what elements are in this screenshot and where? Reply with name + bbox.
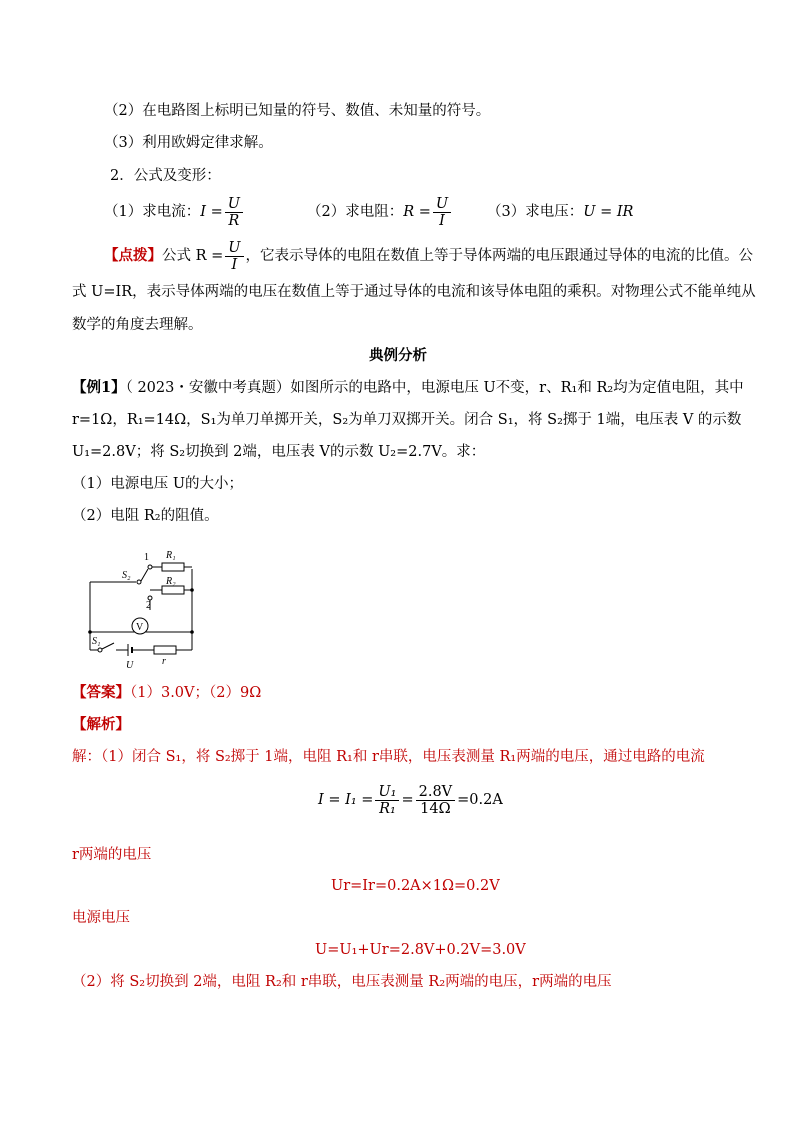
resistor-r2: [162, 586, 184, 594]
label-r1: R₁: [166, 550, 176, 561]
example-line-1: 【例1】（ 2023・安徽中考真题）如图所示的电路中，电源电压 U不变，r、R₁和 R₂均为定值电阻，其中: [72, 379, 744, 396]
solution-line-2: r两端的电压: [72, 847, 152, 863]
tip-line-2: 式 U=IR，表示导体两端的电压在数值上等于通过导体的电流和该导体电阻的乘积。对物理公式不能单纯从: [72, 284, 756, 300]
label-s2: S₂: [122, 570, 131, 581]
solution-line-4: （2）将 S₂切换到 2端，电阻 R₂和 r串联，电压表测量 R₂两端的电压，r两端的电压: [72, 974, 612, 990]
tip-line-3: 数学的角度去理解。: [72, 317, 203, 333]
tip-line-1: 【点拨】 公式 R = $\frac{U}{I}$ ，它表示导体的电阻在数值上等于导体两端的电压跟通过导体的电流的比值。公: [104, 239, 754, 273]
formula-voltage: （3）求电压：U = IR: [487, 204, 634, 220]
solution-line-1: 解：（1）闭合 S₁，将 S₂掷于 1端，电阻 R₁和 r串联，电压表测量 R₁两端的电压，通过电路的电流: [72, 749, 705, 765]
answer-text: （1）3.0V；（2）9Ω: [130, 685, 262, 701]
label-r2: R₂: [166, 576, 176, 587]
formula-heading: 2．公式及变形：: [110, 168, 221, 184]
formula-resistance: （2）求电阻： R = $\frac{U}{I}$: [307, 192, 453, 232]
answer-line: [72, 683, 261, 703]
solution-line-3: 电源电压: [72, 910, 130, 926]
example-line-2: r=1Ω，R₁=14Ω，S₁为单刀单掷开关，S₂为单刀双掷开关。闭合 S₁，将 S₂掷于 1端，电压表 V 的示数: [72, 412, 742, 428]
step-3: （3）利用欧姆定律求解。: [104, 135, 273, 151]
equation-u: U=U₁+Ur=2.8V+0.2V=3.0V: [315, 942, 526, 958]
label-s1: S₁: [92, 636, 101, 647]
label-u: U: [126, 660, 134, 671]
label-2: 2: [146, 600, 151, 611]
equation-current: I = I₁ = $\frac{\text{U₁}}{\text{R₁}}$ = $\frac{2.8V}{14\Omega}$ =0.2A: [318, 783, 503, 817]
question-2: （2）电阻 R₂的阻值。: [72, 508, 219, 524]
fraction-u-over-r: $\frac{U}{R}$: [225, 196, 243, 229]
tip-tag: 【点拨】: [104, 247, 162, 264]
label-r: r: [162, 656, 166, 667]
resistor-r: [154, 646, 176, 654]
answer-tag: 【答案】: [72, 684, 130, 701]
formula-current: （1）求电流： I = $\frac{U}{R}$: [104, 192, 245, 232]
step-2: （2）在电路图上标明已知量的符号、数值、未知量的符号。: [104, 103, 491, 119]
resistor-r1: [162, 563, 184, 571]
label-1: 1: [144, 552, 149, 563]
fraction-u-over-i: $\frac{U}{I}$: [225, 240, 243, 273]
fraction-values: $\frac{2.8V}{14\Omega}$: [416, 784, 456, 817]
equation-ur: Ur=Ir=0.2A×1Ω=0.2V: [331, 878, 500, 894]
fraction-u-over-i: $\frac{U}{I}$: [433, 196, 451, 229]
section-title: 典例分析: [369, 347, 427, 364]
analysis-tag: 【解析】: [72, 716, 130, 733]
label-v: V: [136, 622, 144, 633]
example-line-3: U₁=2.8V；将 S₂切换到 2端，电压表 V的示数 U₂=2.7V。求：: [72, 444, 486, 460]
fraction-u1-over-r1: $\frac{\text{U₁}}{\text{R₁}}$: [375, 784, 399, 817]
question-1: （1）电源电压 U的大小；: [72, 476, 244, 492]
circuit-diagram: [84, 546, 208, 672]
